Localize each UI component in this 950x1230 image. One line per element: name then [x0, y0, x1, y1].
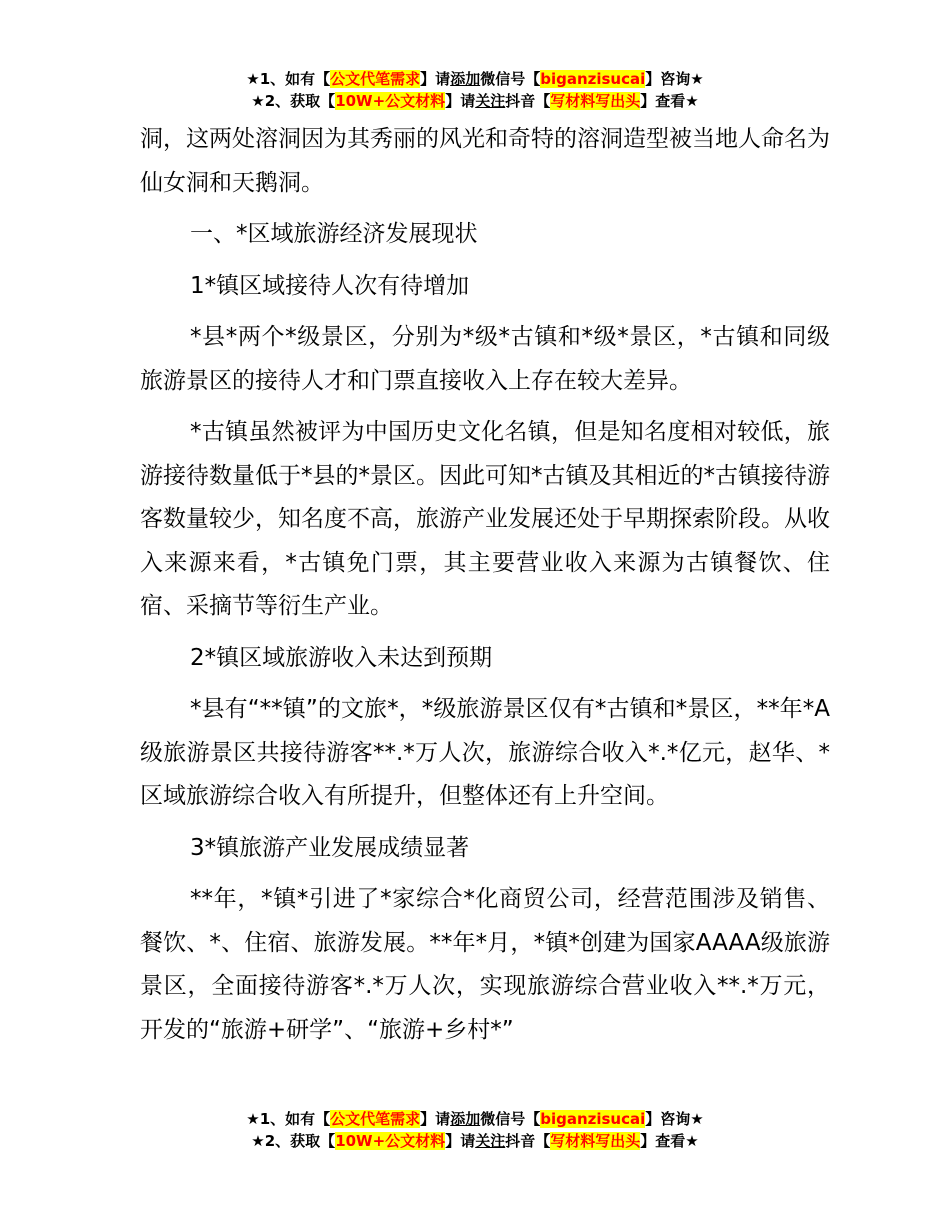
banner-underline: 添加 [450, 70, 481, 88]
banner-highlight: 10W+公文材料 [335, 1132, 446, 1150]
banner-text: 】请 [445, 1132, 476, 1150]
banner-text: 微信号【 [480, 1110, 541, 1128]
banner-highlight: 写材料写出头 [550, 1132, 641, 1150]
banner-text: 】请 [420, 70, 451, 88]
body-paragraph: *县*两个*级景区，分别为*级*古镇和*级*景区，*古镇和同级旅游景区的接待人才和门票直接收入上存在较大差异。 [140, 324, 830, 394]
banner-text: 】查看★ [640, 1132, 699, 1150]
banner-text: ★1、如有【 [246, 70, 331, 88]
banner-highlight: 公文代笔需求 [330, 1110, 421, 1128]
banner-text: 微信号【 [480, 70, 541, 88]
banner-highlight: 公文代笔需求 [330, 70, 421, 88]
subsection-heading: 2*镇区域旅游收入未达到预期 [190, 644, 493, 671]
banner-line-1 [0, 68, 950, 90]
banner-text: 】咨询★ [645, 70, 704, 88]
body-paragraph: **年，*镇*引进了*家综合*化商贸公司，经营范围涉及销售、餐饮、*、住宿、旅游发展。**年*月，*镇*创建为国家AAAA级旅游景区，全面接待游客*.*万人次，实现旅游综合营业收入**.*万元，开发的“旅游+研学”、“旅游+乡村*” [140, 886, 830, 1043]
banner-text: 】请 [420, 1110, 451, 1128]
banner-highlight: 10W+公文材料 [335, 92, 446, 110]
subsection-heading: 3*镇旅游产业发展成绩显著 [190, 834, 470, 861]
banner-text: 】请 [445, 92, 476, 110]
banner-underline: 关注 [475, 92, 506, 110]
banner-line-2 [0, 90, 950, 112]
banner-highlight: biganzisucai [540, 1110, 646, 1128]
banner-text: ★2、获取【 [251, 92, 336, 110]
banner-underline: 添加 [450, 1110, 481, 1128]
banner-text: 抖音【 [505, 1132, 551, 1150]
banner-underline: 关注 [475, 1132, 506, 1150]
banner-line-1 [0, 1108, 950, 1130]
document-body [140, 118, 830, 1052]
banner-line-2 [0, 1130, 950, 1152]
body-paragraph: *县有“**镇”的文旅*，*级旅游景区仅有*古镇和*景区，**年*A级旅游景区共接待游客**.*万人次，旅游综合收入*.*亿元，赵华、*区域旅游综合收入有所提升，但整体还有上升空间。 [140, 696, 830, 809]
banner-text: ★2、获取【 [251, 1132, 336, 1150]
banner-highlight: 写材料写出头 [550, 92, 641, 110]
banner-text: ★1、如有【 [246, 1110, 331, 1128]
body-paragraph: 洞，这两处溶洞因为其秀丽的风光和奇特的溶洞造型被当地人命名为仙女洞和天鹅洞。 [140, 126, 830, 196]
banner-text: 抖音【 [505, 92, 551, 110]
footer-banner [0, 1108, 950, 1152]
banner-highlight: biganzisucai [540, 70, 646, 88]
subsection-heading: 1*镇区域接待人次有待增加 [190, 272, 470, 299]
body-paragraph: *古镇虽然被评为中国历史文化名镇，但是知名度相对较低，旅游接待数量低于*县的*景区。因此可知*古镇及其相近的*古镇接待游客数量较少，知名度不高，旅游产业发展还处于早期探索阶段。从收入来源来看，*古镇免门票，其主要营业收入来源为古镇餐饮、住宿、采摘节等衍生产业。 [140, 419, 830, 619]
section-heading: 一、*区域旅游经济发展现状 [190, 221, 478, 247]
banner-text: 】咨询★ [645, 1110, 704, 1128]
banner-text: 】查看★ [640, 92, 699, 110]
header-banner [0, 68, 950, 112]
